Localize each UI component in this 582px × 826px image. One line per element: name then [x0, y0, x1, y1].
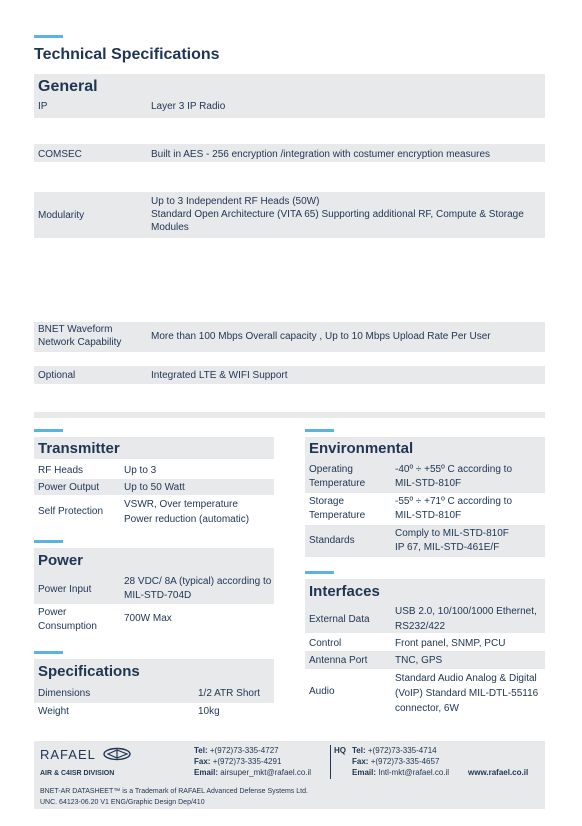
- fax-label: Fax:: [352, 757, 369, 766]
- row-value: 1/2 ATR Short: [198, 688, 261, 699]
- row-label: Power Output: [38, 482, 100, 493]
- interfaces-section: [305, 579, 545, 717]
- row-value: Layer 3 IP Radio: [151, 101, 226, 112]
- email-label: Email:: [194, 768, 219, 777]
- row-value: TNC, GPS: [395, 655, 443, 666]
- row-value: Standard Audio Analog & Digital (VoIP) Standard MIL-DTL-55116 connector, 6W: [395, 673, 539, 714]
- transmitter-accent-bar: [34, 429, 63, 432]
- fax-value: +(972)73-335-4657: [370, 757, 440, 766]
- power-heading: Power: [38, 552, 84, 569]
- row-band: [34, 366, 545, 384]
- row-label: External Data: [309, 614, 370, 625]
- row-value: 10kg: [198, 706, 220, 717]
- row-label: Storage Temperature: [309, 496, 366, 521]
- footer-divider: [330, 745, 331, 779]
- row-value: Front panel, SNMP, PCU: [395, 638, 506, 649]
- rafael-logo-icon: [102, 747, 132, 761]
- tel-value: +(972)73-335-4714: [367, 746, 437, 755]
- power-accent-bar: [34, 540, 63, 543]
- row-value: Built in AES - 256 encryption /integration with costumer encryption measures: [151, 149, 491, 160]
- general-header-band: [34, 74, 545, 118]
- transmitter-section: [34, 437, 274, 529]
- fax-label: Fax:: [194, 757, 211, 766]
- row-label: Self Protection: [38, 506, 104, 517]
- page-title: Technical Specifications: [34, 46, 220, 63]
- rafael-logo: [40, 746, 132, 762]
- row-value: Comply to MIL-STD-810F IP 67, MIL-STD-461E/F: [395, 528, 509, 553]
- title-accent-bar: [34, 35, 63, 38]
- interfaces-heading: Interfaces: [309, 583, 380, 600]
- environmental-section: [305, 437, 545, 557]
- environmental-heading: Environmental: [309, 440, 414, 457]
- row-value: USB 2.0, 10/100/1000 Ethernet, RS232/422: [395, 606, 537, 632]
- document-code: UNC. 64123-06.20 V1 ENG/Graphic Design Dep/410: [40, 799, 205, 806]
- tel-label: Tel:: [352, 746, 366, 755]
- division-name: AIR & C4ISR DIVISION: [40, 770, 115, 777]
- interfaces-accent-bar: [305, 571, 334, 574]
- row-label: Dimensions: [38, 688, 91, 699]
- row-label: Standards: [309, 535, 355, 546]
- email-label: Email:: [352, 768, 377, 777]
- row-label: Modularity: [38, 210, 85, 221]
- tel-value: +(972)73-335-4727: [209, 746, 279, 755]
- row-label: Power Input: [38, 584, 92, 595]
- row-label: Optional: [38, 370, 76, 381]
- row-value: Integrated LTE & WIFI Support: [151, 370, 288, 381]
- brand-name: RAFAEL: [40, 747, 96, 762]
- trademark-note: BNET-AR DATASHEET™ is a Trademark of RAFAEL Advanced Defense Systems Ltd.: [40, 788, 308, 795]
- specifications-accent-bar: [34, 651, 63, 654]
- row-label: COMSEC: [38, 149, 82, 160]
- hq-label: HQ: [334, 746, 346, 755]
- row-value: 700W Max: [124, 613, 172, 624]
- contact-block-2: [352, 745, 449, 778]
- environmental-accent-bar: [305, 429, 334, 432]
- row-label: Power Consumption: [38, 607, 97, 632]
- row-value: VSWR, Over temperature Power reduction (automatic): [124, 499, 250, 525]
- row-value: Up to 3 Independent RF Heads (50W) Standard Open Architecture (VITA 65) Supporting additional RF, Compute & Storage Modules: [151, 196, 524, 233]
- fax-value: +(972)73-335-4291: [212, 757, 282, 766]
- row-label: Weight: [38, 706, 69, 717]
- row-value: -40º ÷ +55º C according to MIL-STD-810F: [395, 464, 513, 489]
- section-footer-band: [34, 412, 545, 418]
- row-value: Up to 3: [124, 465, 157, 476]
- row-label: RF Heads: [38, 465, 84, 476]
- tel-label: Tel:: [194, 746, 208, 755]
- row-label: IP: [38, 101, 48, 112]
- general-section: [34, 74, 545, 419]
- power-section: [34, 548, 274, 638]
- row-value: Up to 50 Watt: [124, 482, 185, 493]
- contact-block-1: [194, 745, 311, 778]
- row-value: -55º ÷ +71º C according to MIL-STD-810F: [395, 496, 513, 521]
- website-link[interactable]: www.rafael.co.il: [468, 768, 529, 777]
- row-label: Antenna Port: [309, 655, 368, 666]
- row-label: Operating Temperature: [309, 464, 366, 489]
- row-value: 28 VDC/ 8A (typical) according to MIL-STD-704D: [124, 576, 272, 601]
- email-link[interactable]: airsuper_mkt@rafael.co.il: [220, 768, 312, 777]
- general-heading: General: [38, 78, 98, 95]
- specifications-section: [34, 659, 274, 721]
- row-label: BNET Waveform Network Capability: [38, 324, 122, 348]
- row-value: More than 100 Mbps Overall capacity , Up to 10 Mbps Upload Rate Per User: [151, 331, 491, 342]
- footer: [34, 741, 545, 809]
- row-label: Control: [309, 638, 342, 649]
- transmitter-heading: Transmitter: [38, 440, 120, 457]
- specifications-heading: Specifications: [38, 663, 140, 680]
- email-link[interactable]: Intl-mkt@rafael.co.il: [378, 768, 450, 777]
- row-label: Audio: [309, 686, 335, 697]
